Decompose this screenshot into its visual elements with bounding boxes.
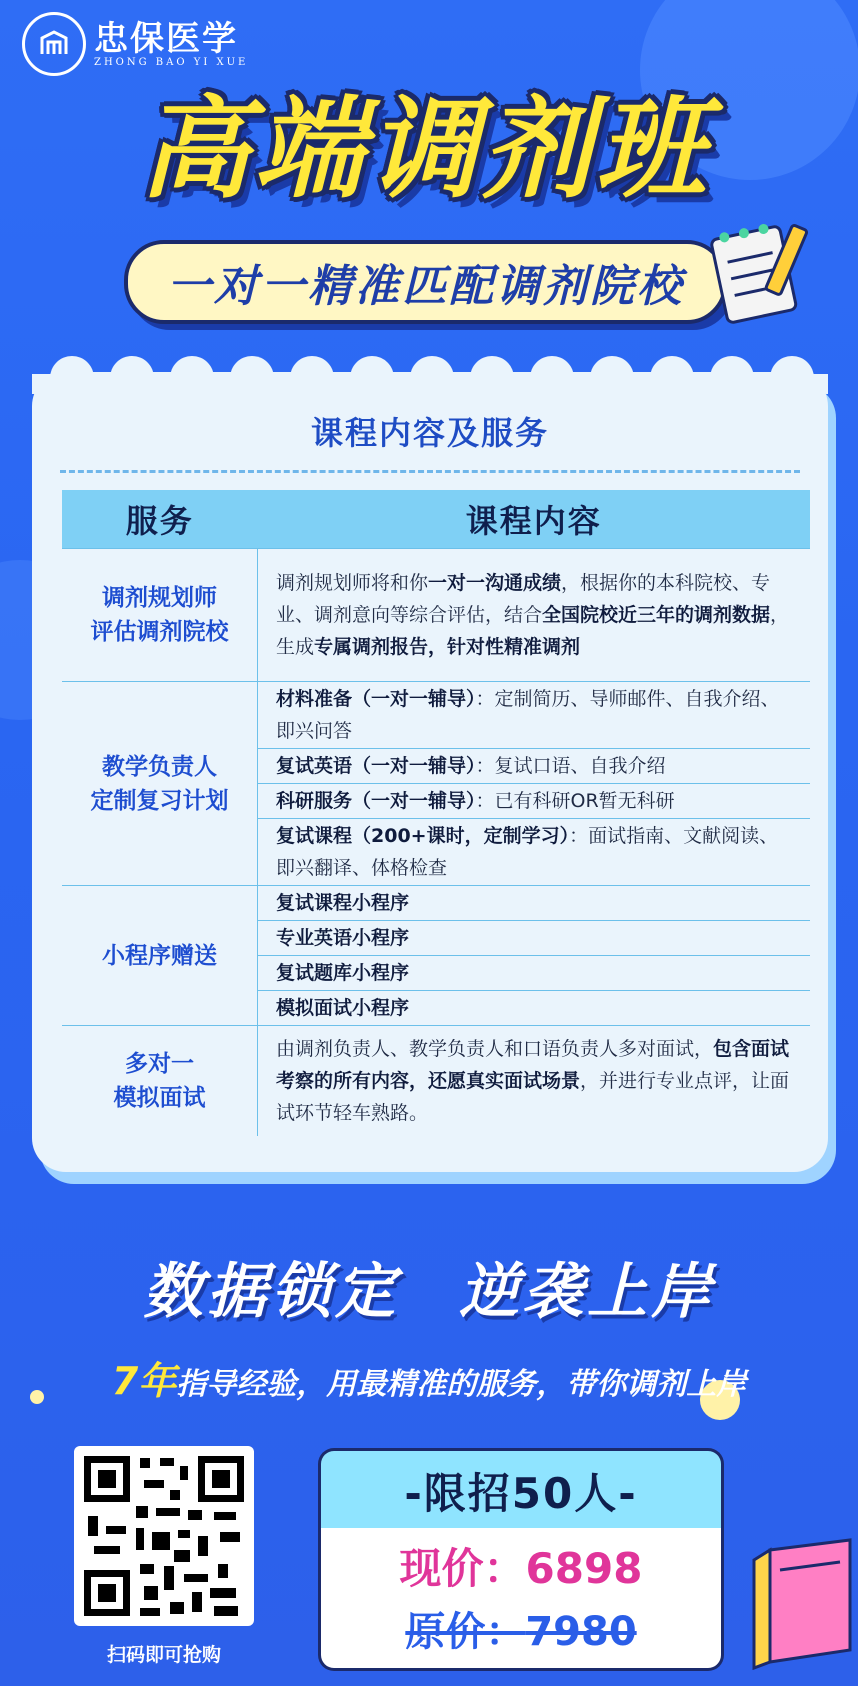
slogan <box>0 1244 858 1330</box>
content-item <box>258 921 811 956</box>
current-price-label: 现价： <box>399 1544 526 1593</box>
price-body <box>318 1528 724 1671</box>
card-title: 课程内容及服务 <box>310 414 549 452</box>
book-icon <box>740 1530 858 1670</box>
item-text: ：已有科研OR暂无科研 <box>475 790 675 812</box>
notepad-pencil-icon <box>699 210 827 331</box>
brand-name-en: ZHONG BAO YI XUE <box>94 56 249 68</box>
content-highlight: 包含面试考察的所有内容，还愿真实面试场景 <box>276 1038 790 1092</box>
enrollment-limit: -限招50人- <box>318 1448 724 1531</box>
content-cell <box>258 549 811 682</box>
service-line: 小程序赠送 <box>102 942 217 969</box>
current-price <box>321 1536 721 1596</box>
table-row <box>62 1026 810 1137</box>
qr-code-icon <box>74 1446 254 1626</box>
original-price-value: 7980 <box>525 1609 637 1655</box>
content-cell <box>258 1026 811 1137</box>
item-label: 材料准备（一对一辅导） <box>276 688 476 710</box>
content-item <box>258 956 811 991</box>
content-highlight: 一对一沟通成绩 <box>428 572 562 594</box>
logo-icon <box>22 12 86 76</box>
service-cell <box>62 886 258 1026</box>
content-highlight: 全国院校近三年的调剂数据 <box>542 604 771 626</box>
service-line: 教学负责人 <box>102 753 217 780</box>
item-label: 专业英语小程序 <box>276 927 410 949</box>
original-price <box>321 1600 721 1657</box>
service-line: 调剂规划师 <box>102 585 217 611</box>
page-title: 高端调剂班 <box>140 85 710 213</box>
service-cell <box>62 549 258 682</box>
brand-name: 忠保医学 <box>94 18 238 59</box>
service-line: 多对一 <box>125 1051 194 1077</box>
service-table <box>62 490 810 1136</box>
content-text: 调剂规划师将和你 <box>276 572 429 594</box>
item-text: ：复试口语、自我介绍 <box>475 755 666 777</box>
service-line: 模拟面试 <box>113 1085 206 1111</box>
item-text: ：定制简历、导师邮件、自我介绍、即兴问答 <box>276 688 780 742</box>
course-card <box>32 372 828 1172</box>
content-text: ，生成 <box>276 604 790 658</box>
slogan-left: 数据锁定 <box>143 1257 399 1327</box>
table-row <box>62 682 810 749</box>
content-item <box>258 749 811 784</box>
item-label: 复试题库小程序 <box>276 962 410 984</box>
table-header-service: 服务 <box>62 490 258 549</box>
item-label: 复试英语（一对一辅导） <box>276 755 476 777</box>
price-card <box>318 1448 718 1670</box>
brand-logo <box>22 12 248 76</box>
content-text: ，根据你的本科院校、专业、调剂意向等综合评估，结合 <box>276 572 771 626</box>
subtitle-banner <box>124 240 727 324</box>
item-label: 模拟面试小程序 <box>276 997 410 1019</box>
slogan-right: 逆袭上岸 <box>459 1257 715 1327</box>
content-item <box>258 886 811 921</box>
current-price-value: 6898 <box>525 1544 643 1593</box>
qr-label: 扫码即可抢购 <box>106 1644 221 1666</box>
table-header-content: 课程内容 <box>258 490 811 549</box>
table-row <box>62 886 810 921</box>
subtitle-text: 一对一精准匹配调剂院校 <box>167 261 684 312</box>
service-line: 评估调剂院校 <box>90 619 229 645</box>
qr-code[interactable] <box>74 1446 254 1626</box>
content-item <box>258 819 811 886</box>
tagline-text: 指导经验，用最精准的服务，带你调剂上岸 <box>176 1367 747 1402</box>
item-label: 科研服务（一对一辅导） <box>276 790 476 812</box>
item-label: 复试课程（200+课时，定制学习） <box>276 825 570 847</box>
item-label: 复试课程小程序 <box>276 892 410 914</box>
content-highlight: 专属调剂报告，针对性精准调剂 <box>314 636 581 658</box>
content-text: ，并进行专业点评，让面试环节轻车熟路。 <box>276 1070 790 1124</box>
tagline-years: 7年 <box>111 1359 177 1403</box>
content-item <box>258 682 811 749</box>
content-item <box>258 991 811 1026</box>
service-line: 定制复习计划 <box>90 787 229 814</box>
content-item <box>258 784 811 819</box>
service-cell <box>62 1026 258 1137</box>
dashed-divider <box>60 470 800 473</box>
table-row <box>62 549 810 682</box>
content-text: 由调剂负责人、教学负责人和口语负责人多对面试， <box>276 1038 714 1060</box>
tagline <box>0 1350 858 1405</box>
item-text: ：面试指南、文献阅读、即兴翻译、体格检查 <box>276 825 779 879</box>
original-price-label: 原价： <box>405 1609 526 1655</box>
service-cell <box>62 682 258 886</box>
